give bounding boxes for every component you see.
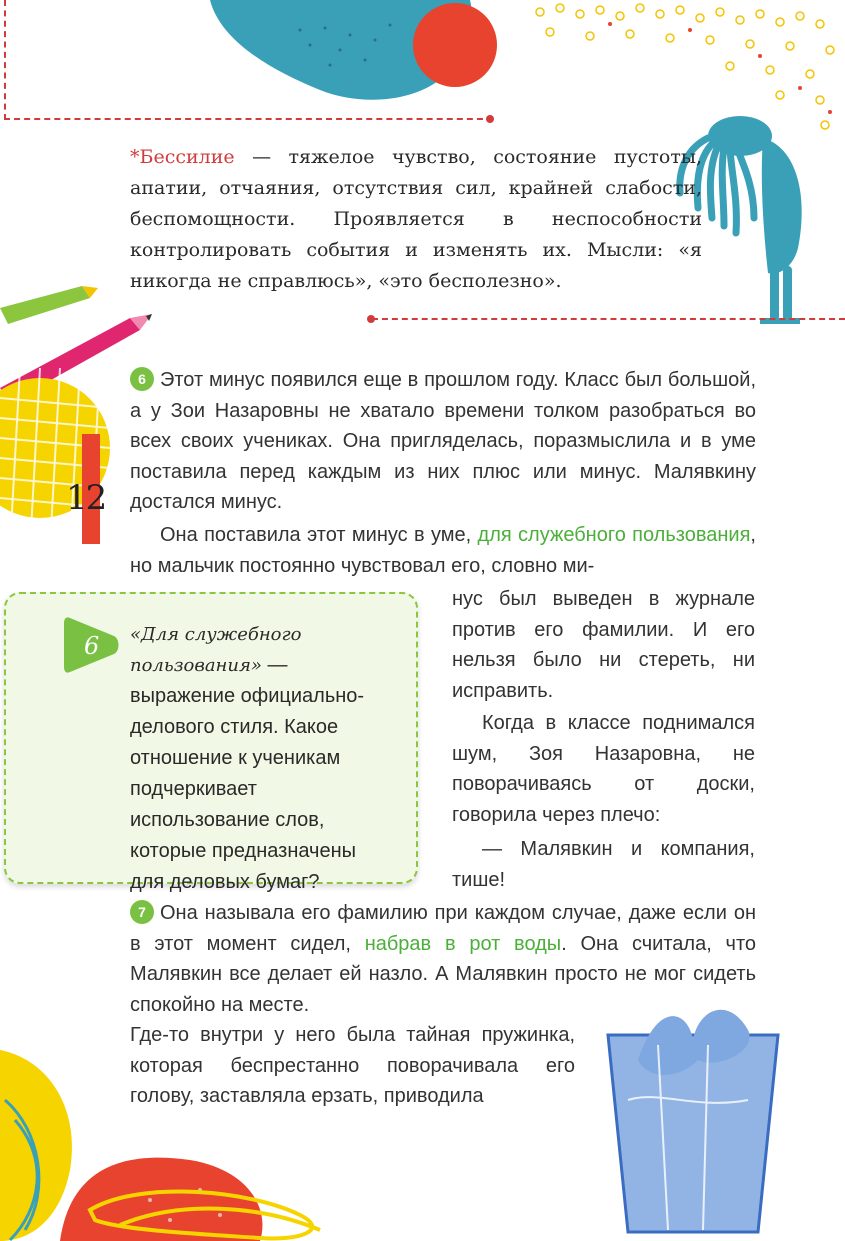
paragraph-2-cont-text: нус был выведен в журнале против его фамилии. И его нельзя было ни стереть, ни исправить. <box>452 588 755 702</box>
paragraph-number-badge: 7 <box>130 900 154 924</box>
water-glass-illustration <box>598 1000 788 1240</box>
paragraph-2-end: , но мальчик постоянно чувствовал его, словно ми- <box>130 524 756 577</box>
paragraph-2 <box>130 520 756 581</box>
sidebox-quote: «Для служебного пользования» <box>130 624 302 676</box>
paragraph-2-continued <box>452 584 755 706</box>
frame-corner-dot <box>485 114 495 124</box>
sidebox-text <box>130 619 390 898</box>
sidebox-body: — выражение официально-делового стиля. Какое отношение к ученикам подчеркивает использование слов, которые предназначены для деловых бумаг? <box>130 654 365 893</box>
paragraph-4-text: — Малявкин и компания, тише! <box>452 838 755 891</box>
definition-note <box>130 142 702 297</box>
highlight-phrase: для служебного пользования <box>477 524 751 546</box>
paragraph-number-badge: 6 <box>130 367 154 391</box>
paragraph-1 <box>130 365 756 518</box>
page-number: 12 <box>66 478 106 518</box>
paragraph-6-text: Где-то внутри у него была тайная пружинка, которая беспрестанно поворачивала его голову, заставляла ерзать, приводила <box>130 1024 575 1107</box>
paragraph-3-text: Когда в классе поднимался шум, Зоя Назаровна, не поворачиваясь от доски, говорила через плечо: <box>452 712 755 826</box>
note-text: — тяжелое чувство, состояние пустоты, апатии, отчаяния, отсутствия сил, крайней слабости, беспомощности. Проявляется в неспособности контролировать события и изменять их. Мысли: «я никогда не справлюсь», «это бесполезно». <box>130 146 702 292</box>
paragraph-2-start: Она поставила этот минус в уме, <box>160 524 478 546</box>
sidebox-number-badge <box>64 614 120 676</box>
paragraph-3 <box>452 708 755 830</box>
sidebox-badge-number: 6 <box>84 632 100 660</box>
paragraph-1-text: Этот минус появился еще в прошлом году. Класс был большой, а у Зои Назаровны не хватало времени толком разобраться во всех своих учениках. Она пригляделась, поразмыслила и в уме поставила перед каждым из них плюс или минус. Малявкину достался минус. <box>130 369 756 513</box>
note-dashed-line <box>372 318 845 320</box>
note-term: *Бессилие <box>130 146 235 168</box>
bottom-left-scribbles <box>0 1040 360 1241</box>
paragraph-5-start: Она называла его фамилию при каждом случае, даже если он в этот момент сидел, <box>130 902 756 955</box>
paragraph-5-end: . Она считала, что Малявкин все делает ей назло. А Малявкин просто не мог сидеть спокойно на месте. <box>130 932 756 1016</box>
paragraph-4 <box>452 834 755 895</box>
note-line-dot <box>366 314 376 324</box>
highlight-phrase: набрав в рот воды <box>364 932 562 955</box>
top-dashed-frame <box>4 0 493 120</box>
